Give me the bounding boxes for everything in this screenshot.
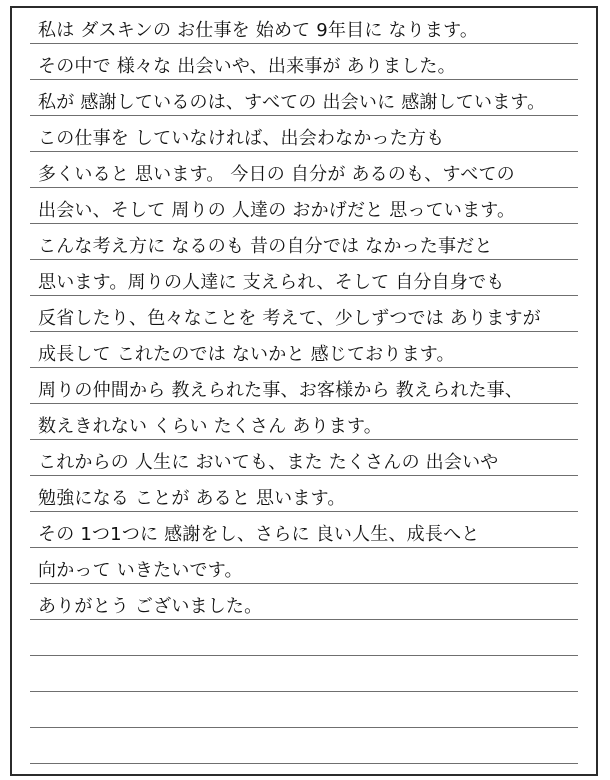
letter-line: 勉強になる ことが あると 思います。 [38, 488, 346, 509]
letter-line: これからの 人生に おいても、また たくさんの 出会いや [38, 452, 499, 473]
letter-line: 多くいると 思います。 今日の 自分が あるのも、すべての [38, 164, 515, 185]
letter-line: ありがとう ございました。 [38, 596, 263, 617]
letter-line: 成長して これたのでは ないかと 感じております。 [38, 344, 455, 365]
letter-line: 向かって いきたいです。 [38, 560, 243, 581]
letter-line: 数えきれない くらい たくさん あります。 [38, 416, 382, 437]
letter-line: 私が 感謝しているのは、すべての 出会いに 感謝しています。 [38, 92, 546, 113]
letter-line: こんな考え方に なるのも 昔の自分では なかった事だと [38, 236, 493, 257]
handwritten-letter-sheet [10, 6, 598, 776]
letter-line: 私は ダスキンの お仕事を 始めて 9年目に なります。 [38, 20, 479, 41]
letter-line: 思います。周りの人達に 支えられ、そして 自分自身でも [38, 272, 505, 293]
letter-line: 反省したり、色々なことを 考えて、少しずつでは ありますが [38, 308, 541, 329]
letter-line: この仕事を していなければ、出会わなかった方も [38, 128, 445, 149]
letter-line: 周りの仲間から 教えられた事、お客様から 教えられた事、 [38, 380, 524, 401]
letter-line: その 1つ1つに 感謝をし、さらに 良い人生、成長へと [38, 524, 480, 545]
letter-line: 出会い、そして 周りの 人達の おかげだと 思っています。 [38, 200, 516, 221]
letter-line: その中で 様々な 出会いや、出来事が ありました。 [38, 56, 456, 77]
letter-body [12, 8, 596, 774]
